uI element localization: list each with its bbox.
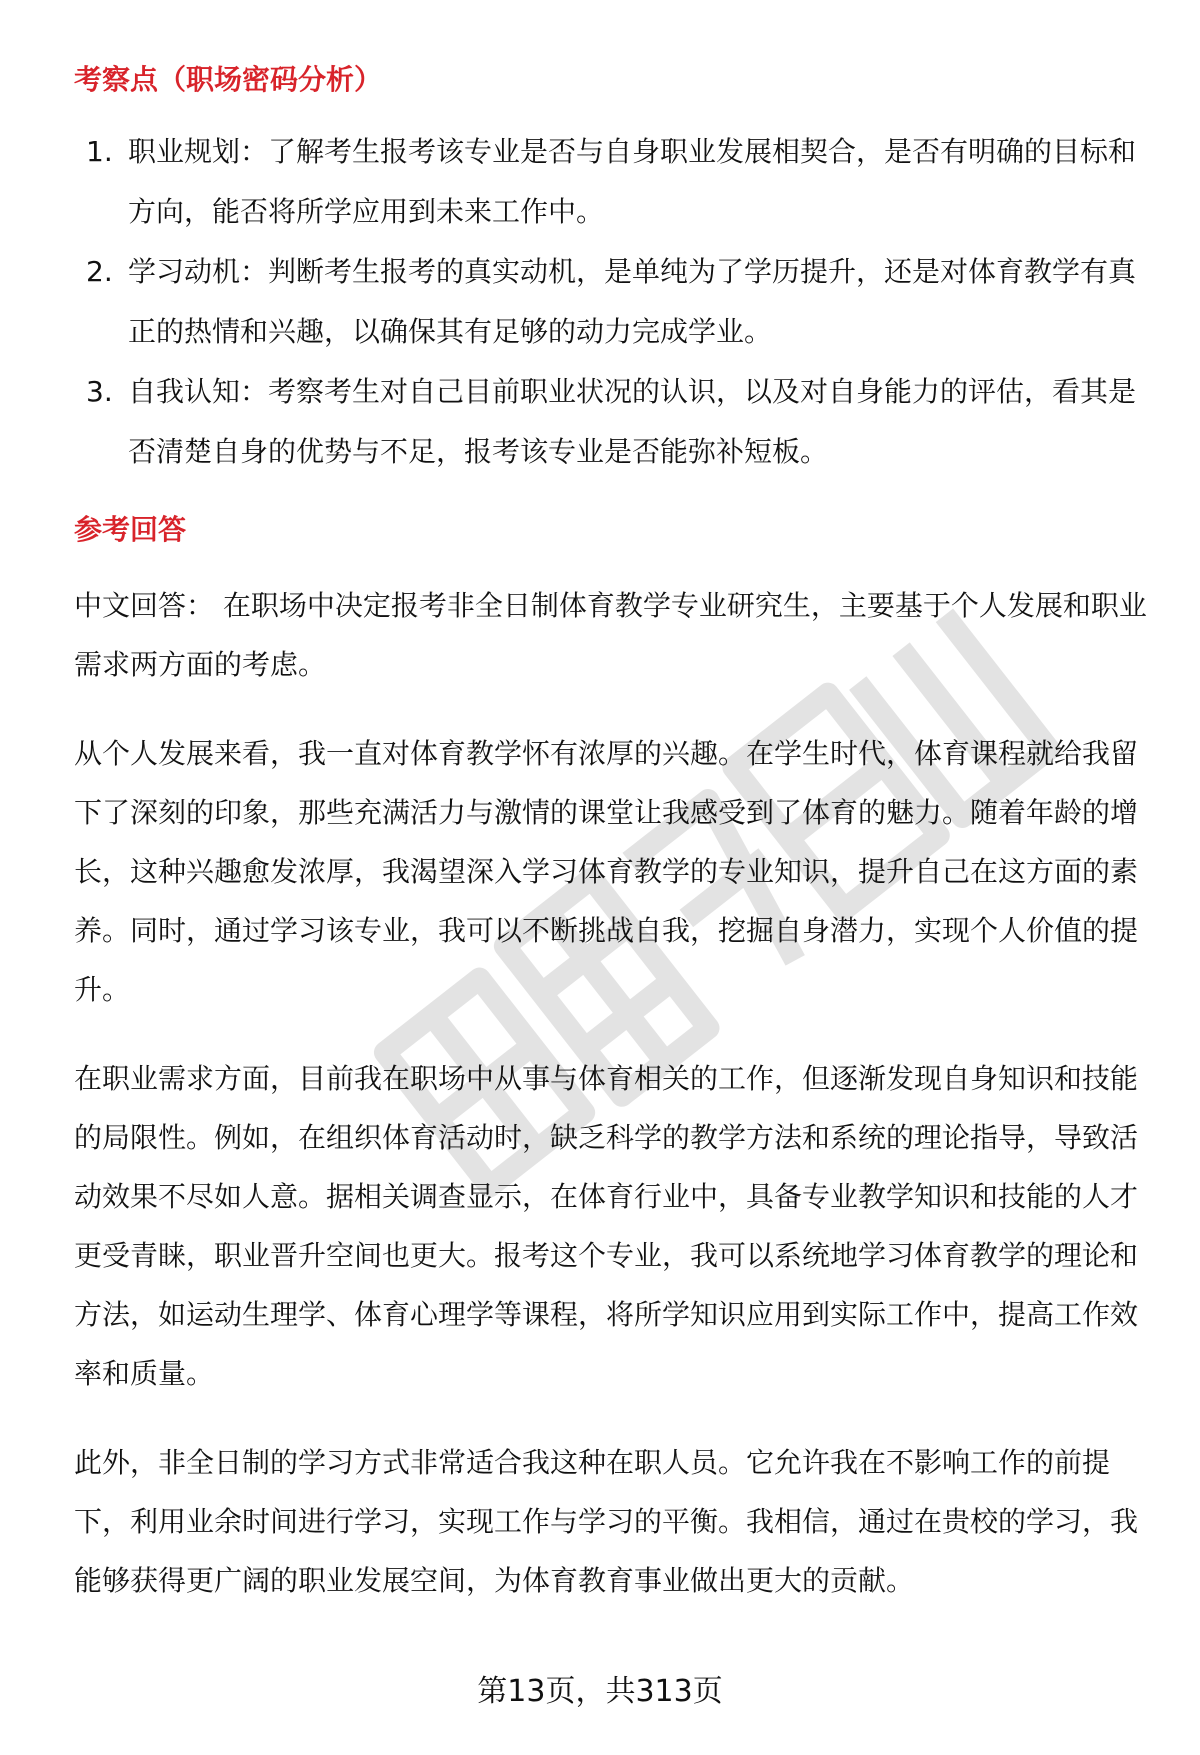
answer-heading: 参考回答 [74, 513, 187, 546]
document-page [74, 58, 1154, 1640]
answer-paragraph: 此外，非全日制的学习方式非常适合我这种在职人员。它允许我在不影响工作的前提下，利用业余时间进行学习，实现工作与学习的平衡。我相信，通过在贵校的学习，我能够获得更广阔的职业发展空间，为体育教育事业做出更大的贡献。 [74, 1446, 1139, 1597]
list-item-number: 3. [86, 375, 113, 408]
list-item [74, 242, 1154, 362]
answer-paragraph: 在职业需求方面，目前我在职场中从事与体育相关的工作，但逐渐发现自身知识和技能的局限性。例如，在组织体育活动时，缺乏科学的教学方法和系统的理论指导，导致活动效果不尽如人意。据相关调查显示，在体育行业中，具备专业教学知识和技能的人才更受青睐，职业晋升空间也更大。报考这个专业，我可以系统地学习体育教学的理论和方法，如运动生理学、体育心理学等课程，将所学知识应用到实际工作中，提高工作效率和质量。 [74, 1062, 1139, 1390]
list-item-text: 自我认知：考察考生对自己目前职业状况的认识，以及对自身能力的评估，看其是否清楚自身的优势与不足，报考该专业是否能弥补短板。 [128, 375, 1137, 468]
list-item [74, 362, 1154, 482]
page-number: 第13页，共313页 [477, 1674, 723, 1709]
assessment-points-list [74, 122, 1154, 482]
assessment-heading: 考察点（职场密码分析） [74, 63, 383, 96]
list-item [74, 122, 1154, 242]
answer-paragraph: 从个人发展来看，我一直对体育教学怀有浓厚的兴趣。在学生时代，体育课程就给我留下了深刻的印象，那些充满活力与激情的课堂让我感受到了体育的魅力。随着年龄的增长，这种兴趣愈发浓厚，我渴望深入学习体育教学的专业知识，提升自己在这方面的素养。同时，通过学习该专业，我可以不断挑战自我，挖掘自身潜力，实现个人价值的提升。 [74, 737, 1139, 1006]
list-item-number: 1. [86, 135, 113, 168]
list-item-number: 2. [86, 255, 113, 288]
list-item-text: 职业规划：了解考生报考该专业是否与自身职业发展相契合，是否有明确的目标和方向，能否将所学应用到未来工作中。 [128, 135, 1137, 228]
answer-paragraph: 中文回答： 在职场中决定报考非全日制体育教学专业研究生，主要基于个人发展和职业需求两方面的考虑。 [74, 589, 1147, 681]
list-item-text: 学习动机：判断考生报考的真实动机，是单纯为了学历提升，还是对体育教学有真正的热情和兴趣，以确保其有足够的动力完成学业。 [128, 255, 1137, 348]
